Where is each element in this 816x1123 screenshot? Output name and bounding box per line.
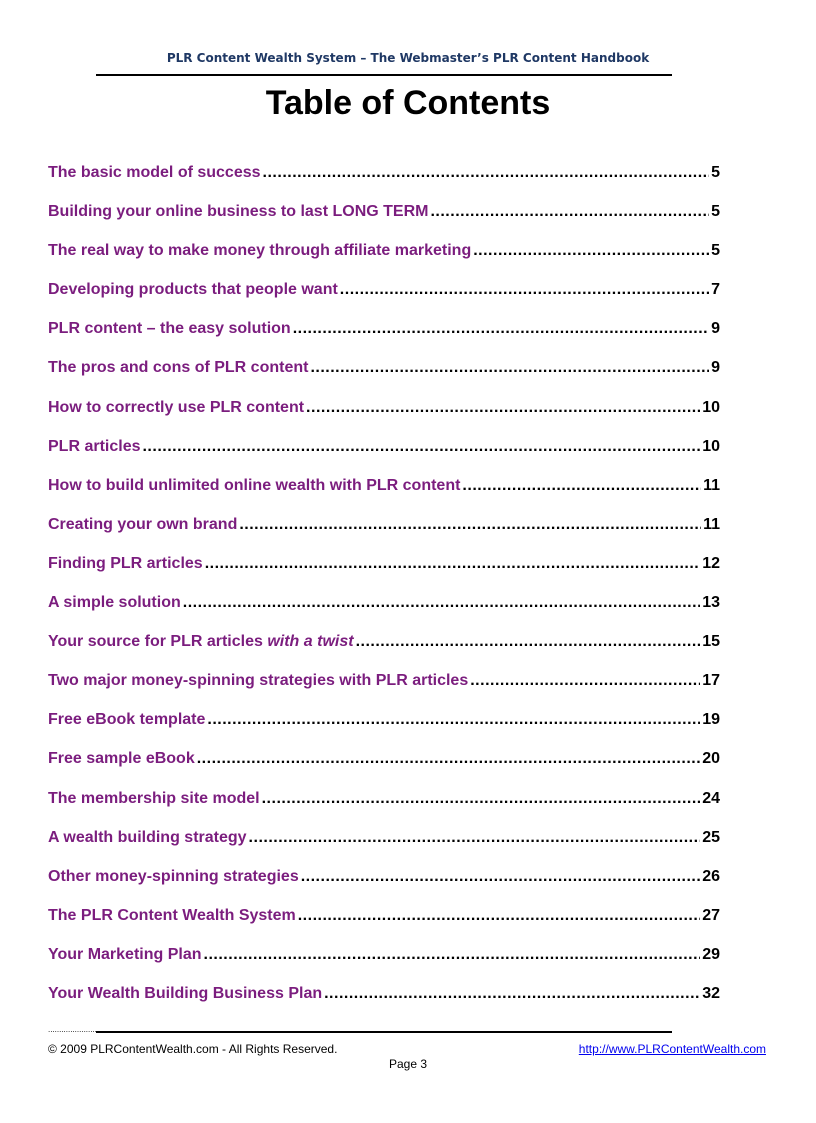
toc-entry-page: 5: [711, 164, 720, 181]
toc-entry-page: 9: [711, 359, 720, 377]
toc-entry-title: Your Marketing Plan: [48, 945, 202, 963]
table-of-contents: [48, 163, 720, 1023]
toc-entry-title: PLR content – the easy solution: [48, 320, 291, 338]
toc-dot-leader: [204, 945, 701, 965]
toc-dot-leader: [205, 554, 701, 574]
footer-website-link[interactable]: http://www.PLRContentWealth.com: [578, 1042, 766, 1056]
toc-entry-simple-solution[interactable]: [48, 593, 720, 632]
toc-dot-leader: [142, 437, 700, 457]
page-number: Page 3: [388, 1057, 428, 1071]
toc-dot-leader: [324, 984, 700, 1004]
toc-entry-page: 20: [702, 750, 720, 768]
toc-entry-wealth-strategy[interactable]: [48, 828, 720, 867]
toc-dot-leader: [340, 280, 709, 300]
toc-entry-page: 10: [702, 437, 720, 455]
toc-entry-own-brand[interactable]: [48, 515, 720, 554]
toc-entry-membership[interactable]: [48, 789, 720, 828]
toc-entry-page: 5: [711, 242, 720, 260]
toc-entry-title: Other money-spinning strategies: [48, 867, 299, 885]
toc-entry-page: 7: [711, 281, 720, 299]
toc-dot-leader: [298, 906, 700, 926]
toc-entry-title-italic: with a twist: [267, 633, 354, 651]
toc-entry-title: [48, 632, 354, 652]
toc-dot-leader: [356, 632, 701, 652]
toc-dot-leader: [462, 476, 701, 496]
toc-entry-page: 15: [702, 633, 720, 651]
toc-entry-title: Creating your own brand: [48, 515, 238, 533]
toc-dot-leader: [301, 867, 700, 887]
toc-entry-affiliate[interactable]: [48, 241, 720, 280]
footer-rule: [96, 1031, 672, 1033]
toc-entry-title: A wealth building strategy: [48, 828, 247, 846]
toc-dot-leader: [430, 202, 709, 222]
toc-entry-two-strategies[interactable]: [48, 671, 720, 710]
toc-entry-title: Two major money-spinning strategies with PLR articles: [48, 672, 469, 690]
toc-entry-page: 26: [702, 867, 720, 885]
toc-entry-title: How to build unlimited online wealth with PLR content: [48, 476, 461, 494]
toc-entry-page: 27: [702, 906, 720, 924]
toc-entry-page: 29: [702, 945, 720, 963]
toc-entry-plr-articles[interactable]: [48, 437, 720, 476]
toc-entry-page: 9: [711, 320, 720, 338]
footer-copyright: © 2009 PLRContentWealth.com - All Rights Reserved.: [48, 1042, 338, 1056]
toc-entry-page: 5: [711, 203, 720, 221]
toc-entry-page: 24: [702, 789, 720, 807]
toc-dot-leader: [249, 828, 701, 848]
toc-entry-ebook-template[interactable]: [48, 710, 720, 749]
toc-entry-source-twist[interactable]: [48, 632, 720, 671]
toc-entry-page: 12: [702, 554, 720, 572]
toc-entry-page: 13: [702, 594, 720, 612]
toc-entry-page: 11: [703, 476, 720, 494]
toc-entry-unlimited-wealth[interactable]: [48, 476, 720, 515]
toc-entry-easy-solution[interactable]: [48, 319, 720, 358]
toc-entry-title: Free eBook template: [48, 711, 206, 729]
toc-entry-marketing-plan[interactable]: [48, 945, 720, 984]
toc-entry-sample-ebook[interactable]: [48, 749, 720, 788]
toc-entry-pros-cons[interactable]: [48, 358, 720, 397]
toc-dot-leader: [310, 358, 709, 378]
running-header-title: PLR Content Wealth System – The Webmaster’s PLR Content Handbook: [166, 51, 650, 65]
toc-dot-leader: [306, 398, 700, 418]
toc-dot-leader: [473, 241, 709, 261]
toc-entry-title: The basic model of success: [48, 164, 261, 181]
toc-entry-title: The PLR Content Wealth System: [48, 906, 296, 924]
toc-entry-title: PLR articles: [48, 437, 141, 455]
toc-entry-title-main: Your source for PLR articles: [48, 633, 268, 651]
toc-entry-page: 11: [703, 515, 720, 533]
toc-dot-leader: [263, 163, 710, 183]
toc-entry-page: 32: [702, 984, 720, 1002]
toc-entry-page: 19: [702, 711, 720, 729]
toc-entry-page: 25: [702, 828, 720, 846]
toc-dot-leader: [262, 789, 701, 809]
toc-dot-leader: [293, 319, 709, 339]
toc-entry-title: The real way to make money through affiliate marketing: [48, 242, 472, 260]
header-rule: [96, 74, 672, 76]
toc-entry-title: The membership site model: [48, 789, 260, 807]
toc-dot-leader: [197, 749, 700, 769]
page-title: Table of Contents: [265, 84, 551, 122]
toc-entry-title: Finding PLR articles: [48, 554, 203, 572]
toc-entry-long-term[interactable]: [48, 202, 720, 241]
toc-entry-basic-model[interactable]: [48, 163, 720, 202]
toc-dot-leader: [470, 671, 700, 691]
toc-entry-finding-articles[interactable]: [48, 554, 720, 593]
toc-entry-wealth-system[interactable]: [48, 906, 720, 945]
toc-entry-title: Your Wealth Building Business Plan: [48, 984, 323, 1002]
toc-entry-business-plan[interactable]: [48, 984, 720, 1023]
toc-entry-title: How to correctly use PLR content: [48, 398, 305, 416]
toc-entry-page: 10: [702, 398, 720, 416]
toc-entry-title: The pros and cons of PLR content: [48, 359, 309, 377]
toc-entry-title: Developing products that people want: [48, 281, 338, 299]
toc-dot-leader: [207, 710, 700, 730]
toc-dot-leader: [183, 593, 700, 613]
toc-entry-title: Building your online business to last LONG TERM: [48, 203, 429, 221]
toc-entry-other-strategies[interactable]: [48, 867, 720, 906]
toc-entry-title: A simple solution: [48, 594, 181, 612]
toc-entry-page: 17: [702, 672, 720, 690]
toc-entry-correct-use[interactable]: [48, 398, 720, 437]
toc-entry-title: Free sample eBook: [48, 750, 195, 768]
toc-dot-leader: [239, 515, 701, 535]
toc-entry-products[interactable]: [48, 280, 720, 319]
